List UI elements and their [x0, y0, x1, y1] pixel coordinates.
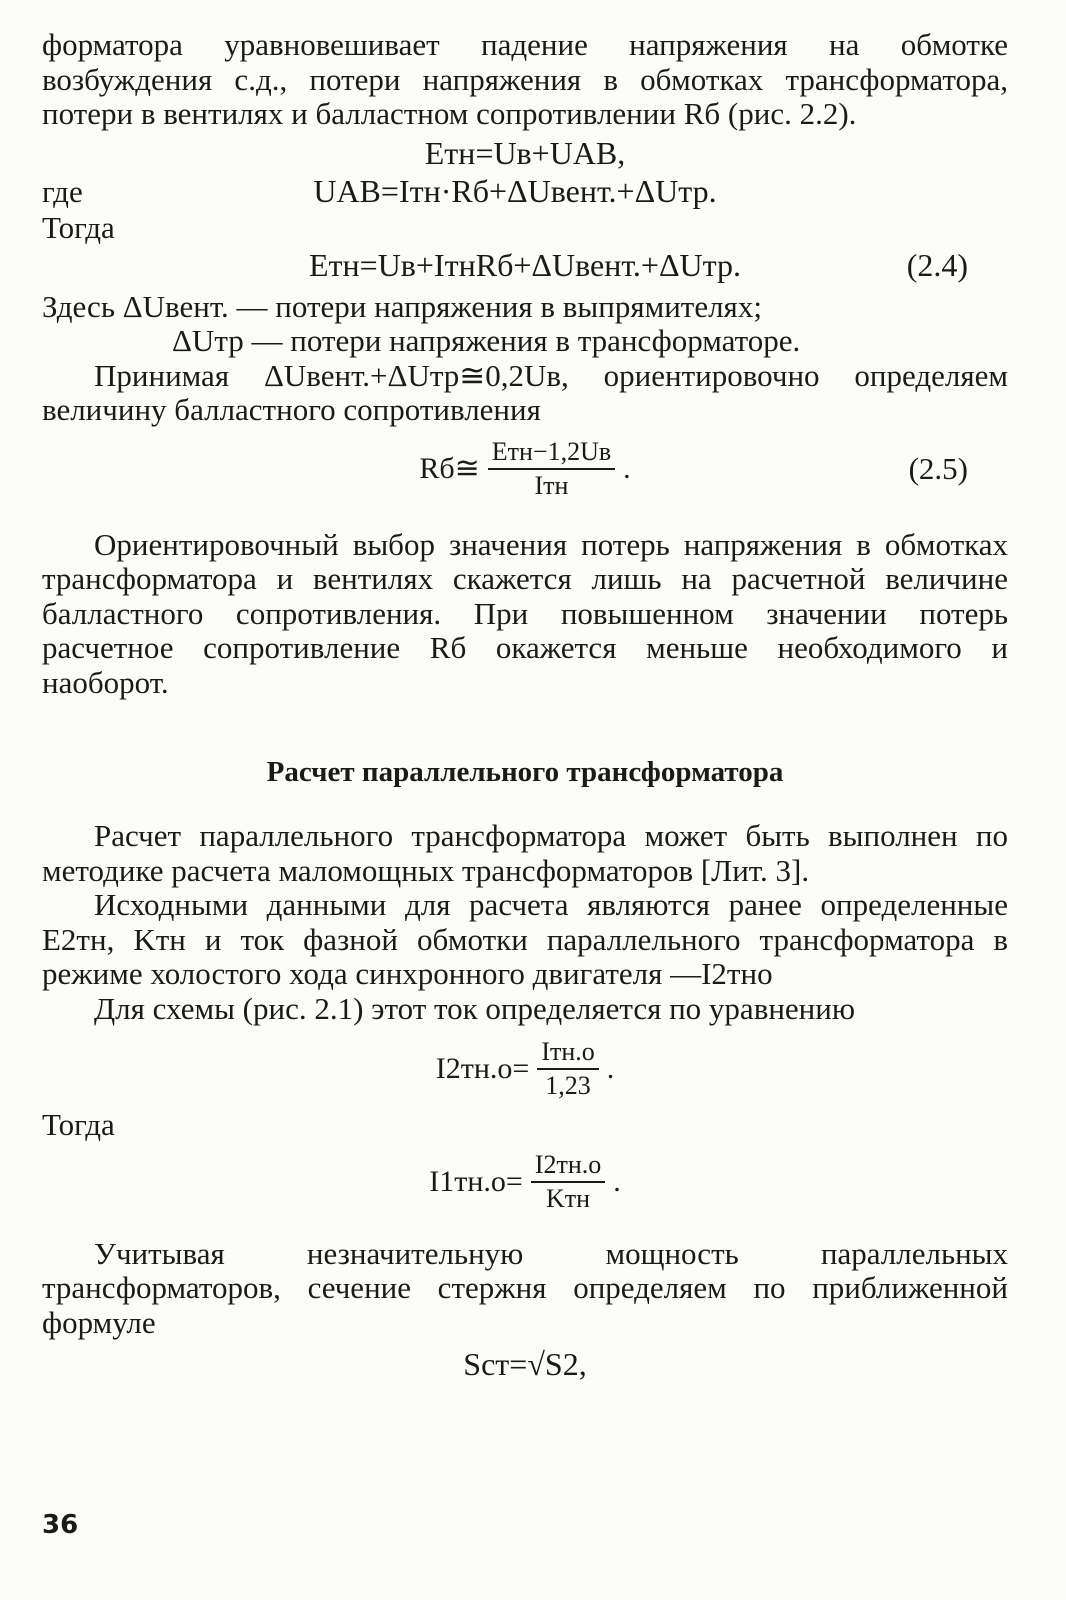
equation-4-tail: .	[623, 451, 631, 485]
equation-5-fraction	[537, 1036, 598, 1102]
equation-4-lhs: Rб≅	[419, 452, 480, 485]
equation-6-denominator: Kтн	[546, 1183, 591, 1213]
where-word: где	[42, 173, 83, 209]
paragraph-7: Учитывая незначительную мощность параллельных трансформаторов, сечение стержня определяем по приближенной формуле	[42, 1235, 1008, 1340]
paragraph-3: Ориентировочный выбор значения потерь напряжения в обмотках трансформатора и вентилях скажется лишь на расчетной величине балластного сопротивления. При повышенном значении потерь расчетное сопротивление Rб окажется меньше необходимого и наоборот.	[42, 526, 1008, 700]
equation-4	[42, 436, 1008, 502]
here-block	[42, 290, 1008, 359]
equation-1-text: Eтн=Uв+UАВ,	[424, 135, 626, 171]
equation-6	[42, 1149, 1008, 1215]
equation-5-numerator: Iтн.о	[537, 1036, 598, 1070]
equation-7	[42, 1344, 1008, 1384]
equation-7-text: Sст=√S2,	[463, 1345, 587, 1382]
section-heading: Расчет параллельного трансформатора	[266, 756, 784, 788]
equation-6-fraction	[531, 1149, 605, 1215]
equation-6-tail: .	[613, 1164, 621, 1198]
equation-4-numerator: Eтн−1,2Uв	[488, 436, 615, 470]
equation-5-tail: .	[606, 1052, 615, 1085]
paragraph-6: Для схемы (рис. 2.1) этот ток определяется по уравнению	[94, 990, 856, 1026]
equation-4-number: (2.5)	[908, 450, 968, 486]
paragraph-5: Исходными данными для расчета являются ранее определенные E2тн, Kтн и ток фазной обмотки параллельного трансформатора в режиме холостого хода синхронного двигателя —I2тно	[42, 887, 1008, 991]
then-word-1: Тогда	[42, 209, 115, 245]
equation-2-line	[42, 174, 1008, 210]
equation-3	[42, 246, 1008, 286]
equation-4-denominator: Iтн	[534, 470, 569, 500]
equation-3-number: (2.4)	[906, 247, 968, 283]
page-body	[42, 28, 1008, 1384]
equation-6-lhs: I1тн.о=	[429, 1164, 523, 1198]
equation-4-fraction	[488, 436, 615, 502]
equation-1	[42, 134, 1008, 174]
equation-2-text: UАВ=Iтн·Rб+ΔUвент.+ΔUтр.	[313, 173, 717, 209]
equation-5	[42, 1036, 1008, 1102]
equation-3-text: Eтн=Uв+IтнRб+ΔUвент.+ΔUтр.	[308, 247, 742, 283]
equation-5-lhs: I2тн.о=	[435, 1052, 530, 1085]
then-word-2: Тогда	[42, 1107, 115, 1142]
page-number: 36	[42, 1510, 79, 1540]
paragraph-4: Расчет параллельного трансформатора может быть выполнен по методике расчета маломощных трансформаторов [Лит. 3].	[42, 818, 1008, 888]
equation-6-numerator: I2тн.о	[531, 1149, 605, 1183]
here-line-1: Здесь ΔUвент. — потери напряжения в выпрямителях;	[42, 288, 762, 324]
then-line-1	[42, 210, 1008, 246]
equation-5-denominator: 1,23	[545, 1071, 591, 1100]
paragraph-2: Принимая ΔUвент.+ΔUтр≅0,2Uв, ориентировочно определяем величину балластного сопротивления	[42, 357, 1008, 427]
paragraph-1: форматора уравновешивает падение напряжения на обмотке возбуждения с.д., потери напряжения в обмотках трансформатора, потери в вентилях и балластном сопротивлении Rб (рис. 2.2).	[42, 27, 1008, 131]
here-line-2: ΔUтр — потери напряжения в трансформаторе.	[172, 323, 801, 358]
